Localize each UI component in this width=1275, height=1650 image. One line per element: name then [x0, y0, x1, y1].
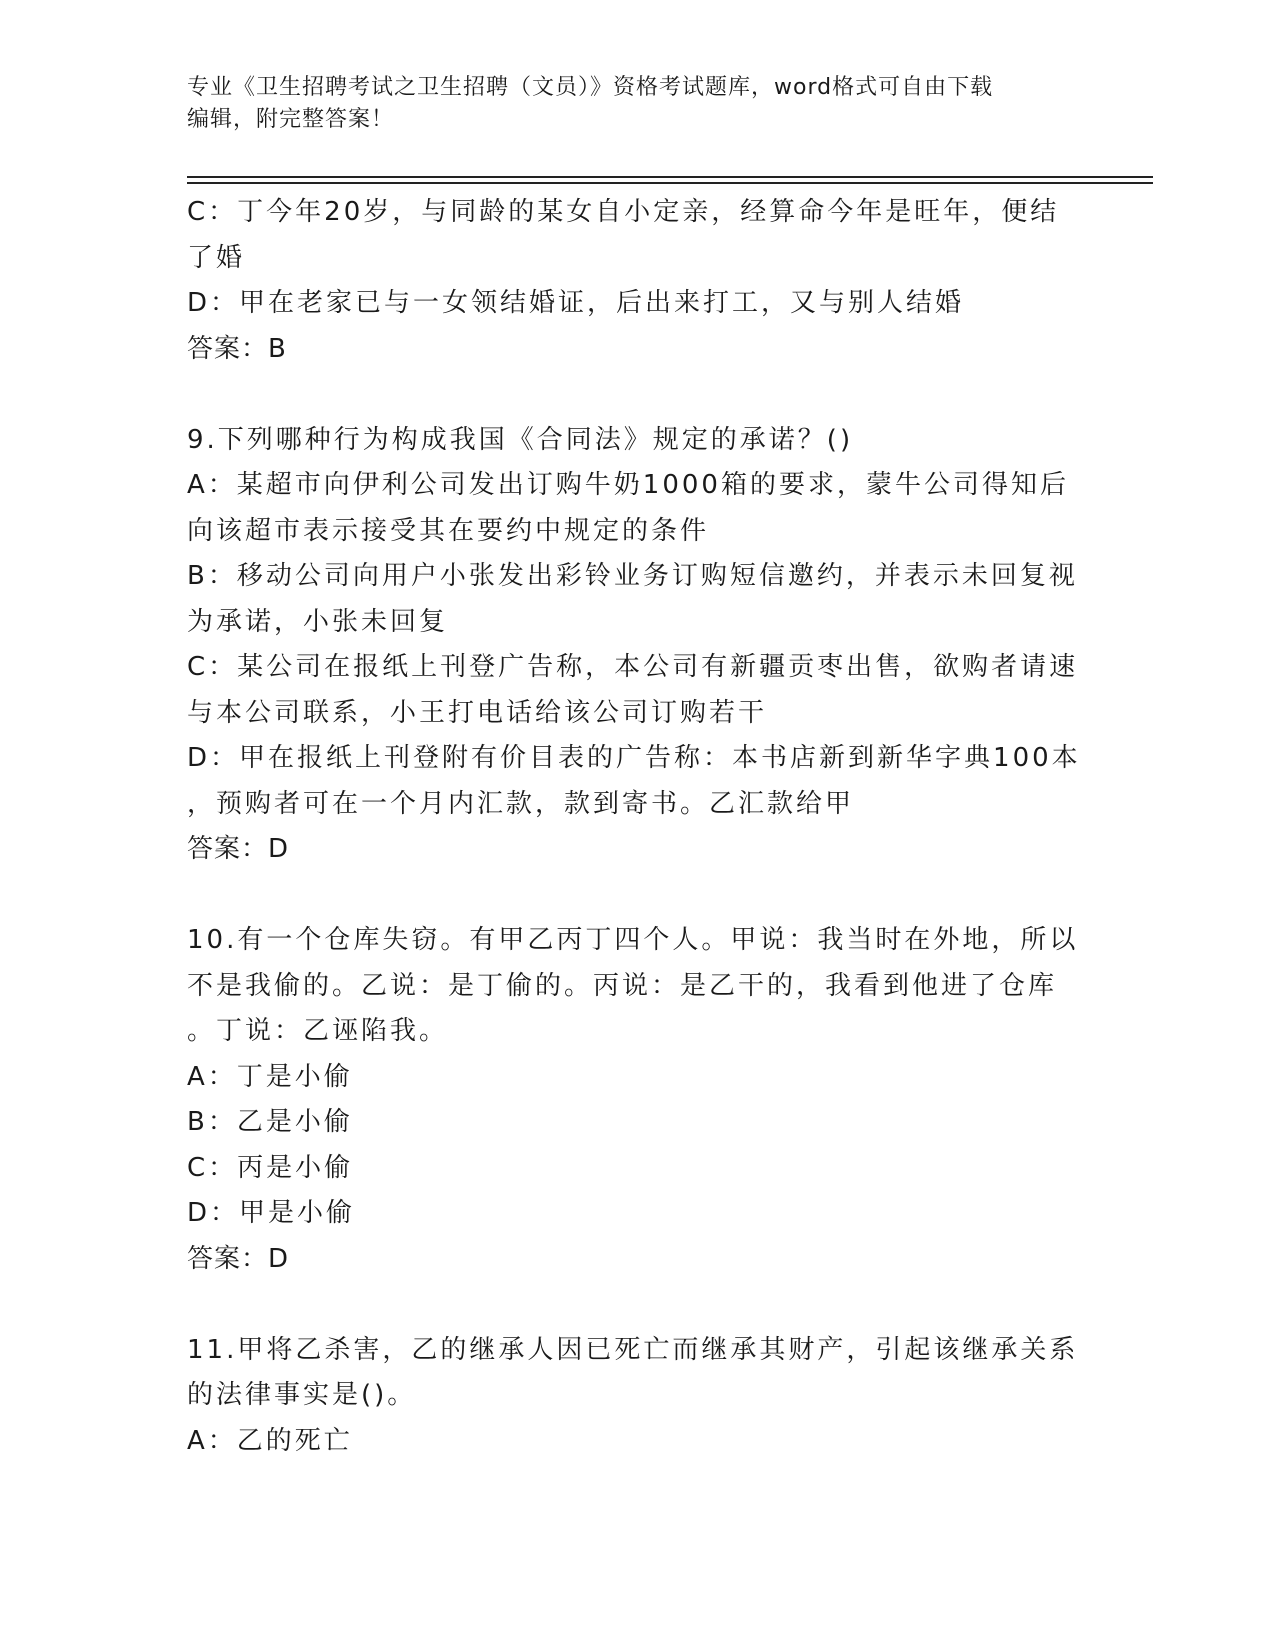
q8-answer: 答案：B	[187, 333, 287, 364]
q11-stem-line-2: 的法律事实是()。	[187, 1380, 417, 1410]
header-title-line-2: 编辑，附完整答案！	[187, 107, 395, 132]
q9-option-a-line-2: 向该超市表示接受其在要约中规定的条件	[187, 515, 710, 546]
q9-option-d-line-1: D：甲在报纸上刊登附有价目表的广告称：本书店新到新华字典100本	[187, 743, 1081, 773]
q8-option-d: D：甲在老家已与一女领结婚证，后出来打工，又与别人结婚	[187, 288, 965, 318]
question-11-block	[187, 1328, 1087, 1465]
q9-option-c-line-2: 与本公司联系，小王打电话给该公司订购若干	[187, 697, 768, 728]
q8-option-c-line-2: 了婚	[187, 242, 246, 273]
spacer	[187, 372, 1087, 418]
document-header	[187, 72, 1067, 136]
header-title-line-1: 专业《卫生招聘考试之卫生招聘（文员）》资格考试题库，word格式可自由下载	[187, 75, 994, 100]
q10-stem-line-3: 。丁说：乙诬陷我。	[187, 1016, 449, 1046]
q9-option-a-line-1: A：某超市向伊利公司发出订购牛奶1000箱的要求，蒙牛公司得知后	[187, 470, 1069, 500]
q9-option-b-line-2: 为承诺，小张未回复	[187, 606, 449, 637]
question-10-block	[187, 918, 1087, 1282]
q9-stem: 9.下列哪种行为构成我国《合同法》规定的承诺？()	[187, 424, 854, 455]
q10-stem-line-2: 不是我偷的。乙说：是丁偷的。丙说：是乙干的，我看到他进了仓库	[187, 970, 1058, 1001]
q10-option-a: A：丁是小偷	[187, 1061, 353, 1092]
q9-answer: 答案：D	[187, 834, 290, 864]
q9-option-d-line-2: ，预购者可在一个月内汇款，款到寄书。乙汇款给甲	[187, 788, 855, 819]
question-8-block	[187, 190, 1087, 372]
question-9-block	[187, 418, 1087, 873]
q10-answer: 答案：D	[187, 1243, 290, 1274]
q11-stem-line-1: 11.甲将乙杀害，乙的继承人因已死亡而继承其财产，引起该继承关系	[187, 1334, 1079, 1365]
q11-option-a: A：乙的死亡	[187, 1425, 353, 1456]
spacer	[187, 1282, 1087, 1328]
spacer	[187, 873, 1087, 919]
question-content	[187, 190, 1087, 1464]
header-divider-bottom	[187, 182, 1153, 184]
q9-option-c-line-1: C：某公司在报纸上刊登广告称，本公司有新疆贡枣出售，欲购者请速	[187, 652, 1079, 682]
q10-stem-line-1: 10.有一个仓库失窃。有甲乙丙丁四个人。甲说：我当时在外地，所以	[187, 925, 1079, 955]
q10-option-b: B：乙是小偷	[187, 1107, 353, 1137]
q8-option-c-line-1: C：丁今年20岁，与同龄的某女自小定亲，经算命今年是旺年，便结	[187, 197, 1060, 227]
header-divider-top	[187, 176, 1153, 178]
q9-option-b-line-1: B：移动公司向用户小张发出彩铃业务订购短信邀约，并表示未回复视	[187, 561, 1078, 591]
q10-option-d: D：甲是小偷	[187, 1198, 356, 1228]
q10-option-c: C：丙是小偷	[187, 1152, 354, 1183]
